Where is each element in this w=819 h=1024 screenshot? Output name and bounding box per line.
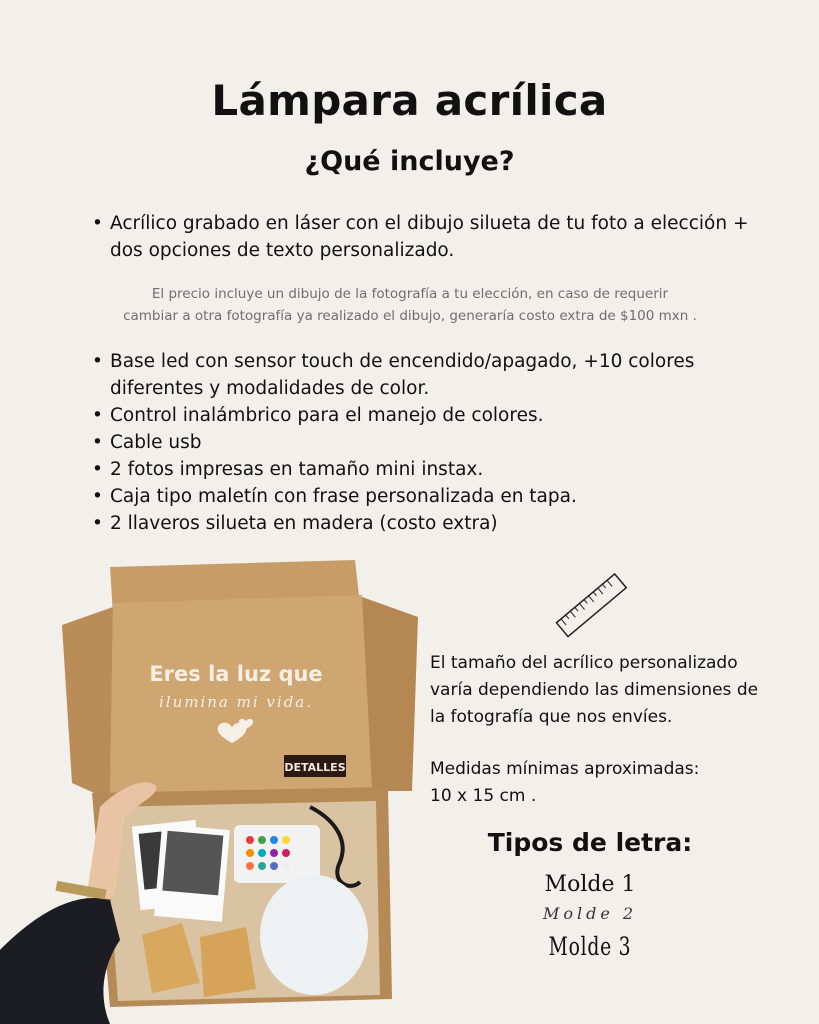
font-sample-1: Molde 1: [544, 872, 636, 897]
ruler-icon: [552, 566, 632, 646]
list-item: • 2 llaveros silueta en madera (costo extra): [92, 510, 752, 537]
size-info: [430, 650, 800, 731]
note-line: cambiar a otra fotografía ya realizado el dibujo, generaría costo extra de $100 mxn .: [123, 308, 697, 324]
measures-value: 10 x 15 cm .: [430, 786, 537, 806]
lid-text-script: ilumina mi vida.: [158, 693, 314, 711]
list-item: • Caja tipo maletín con frase personalizada en tapa.: [92, 483, 752, 510]
product-box-photo: [0, 555, 430, 1024]
measures-info: [430, 756, 800, 810]
list-item: • 2 fotos impresas en tamaño mini instax.: [92, 456, 752, 483]
brand-label: DETALLES: [284, 761, 346, 774]
note-line: El precio incluye un dibujo de la fotografía a tu elección, en caso de requerir: [151, 286, 669, 302]
font-sample-3: Molde 3: [548, 932, 632, 961]
measures-label: Medidas mínimas aproximadas:: [430, 759, 700, 779]
list-item: • Base led con sensor touch de encendido/apagado, +10 colores diferentes y modalidades de color.: [92, 348, 752, 402]
lid-text-main: Eres la luz que: [149, 662, 323, 686]
font-sample-2: Molde 2: [542, 904, 638, 923]
list-item: • Cable usb: [92, 429, 752, 456]
list-item: • Acrílico grabado en láser con el dibujo silueta de tu foto a elección + dos opciones de texto personalizado.: [92, 210, 752, 264]
price-note: [60, 283, 760, 327]
size-line: El tamaño del acrílico personalizado: [430, 653, 738, 673]
size-line: la fotografía que nos envíes.: [430, 707, 673, 727]
includes-list-primary: [92, 210, 752, 264]
page-title: Lámpara acrílica: [211, 76, 608, 125]
font-types-title: Tipos de letra:: [487, 828, 693, 857]
includes-list-secondary: [92, 348, 752, 537]
list-item: • Control inalámbrico para el manejo de colores.: [92, 402, 752, 429]
page-subtitle: ¿Qué incluye?: [304, 146, 515, 177]
size-line: varía dependiendo las dimensiones de: [430, 680, 759, 700]
